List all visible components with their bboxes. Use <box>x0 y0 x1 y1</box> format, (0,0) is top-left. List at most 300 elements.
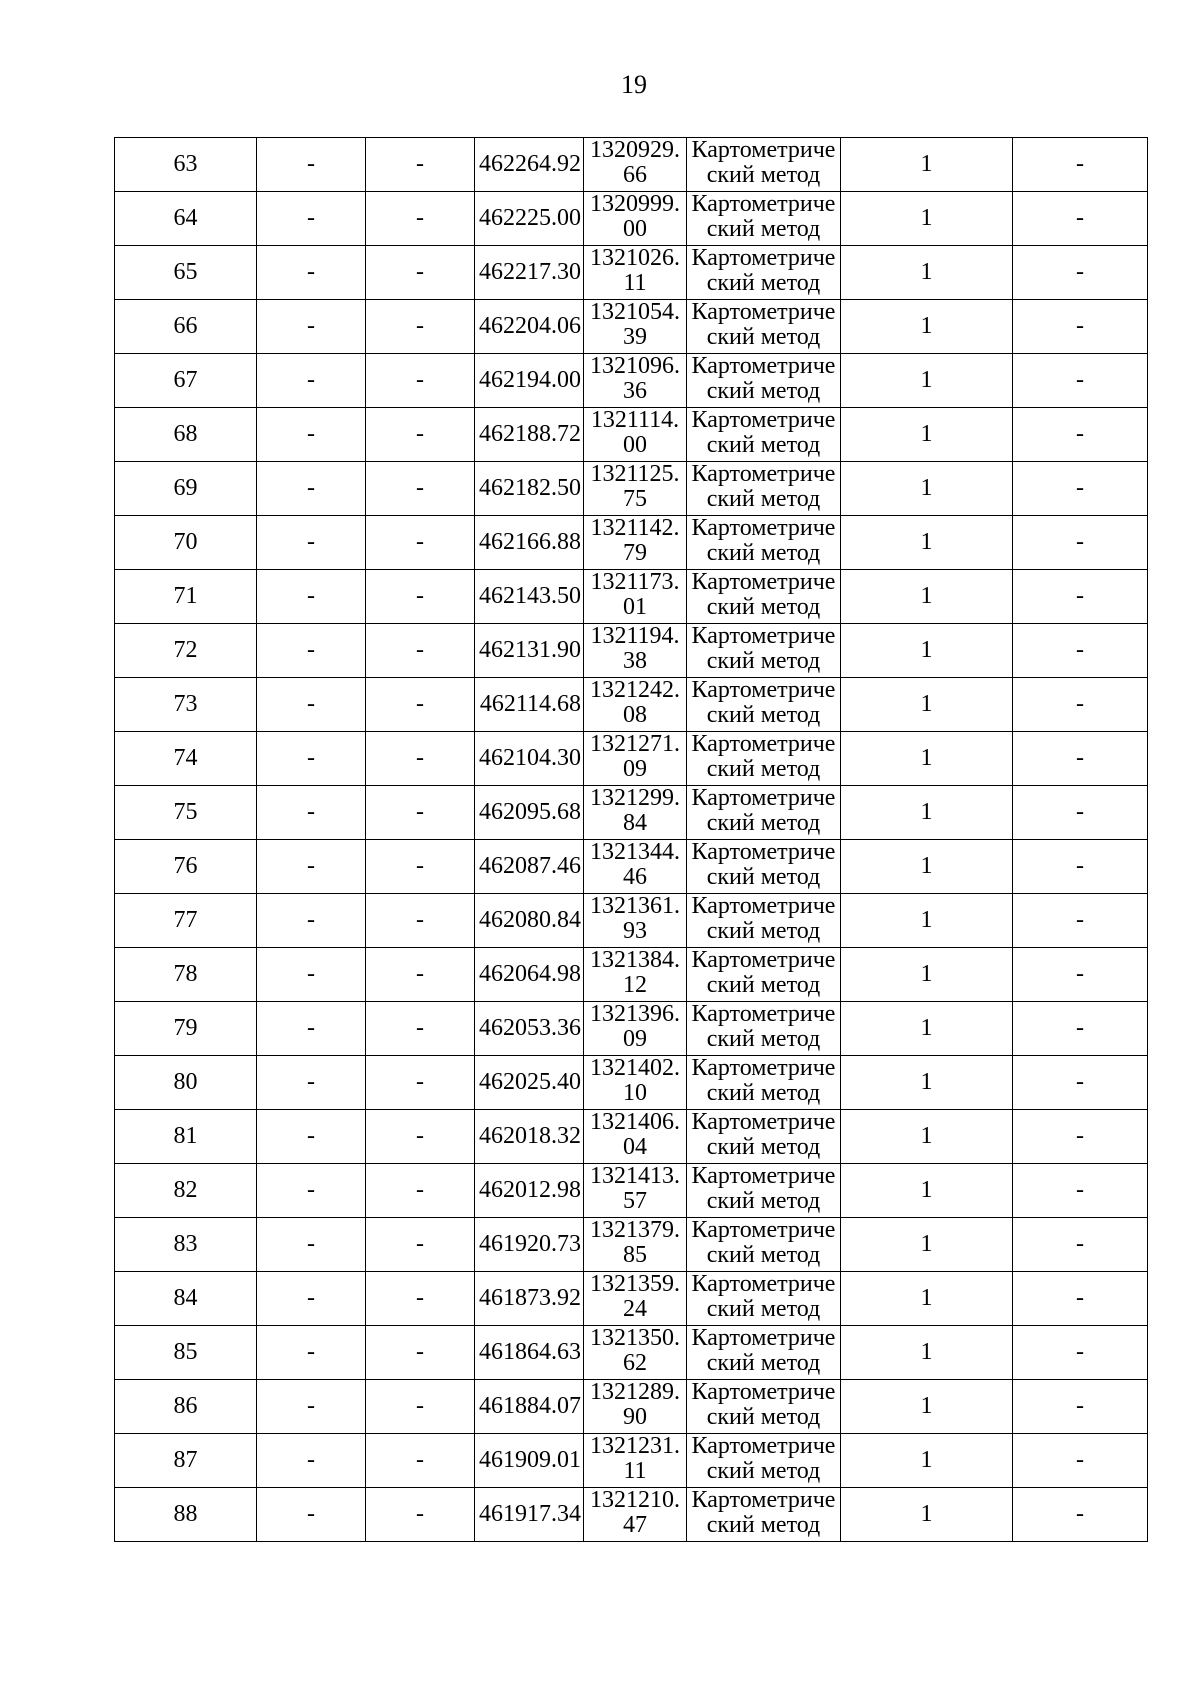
y-coordinate-cell <box>584 1488 687 1542</box>
point-number-cell: 70 <box>115 516 257 570</box>
empty-dash-cell: - <box>257 138 366 192</box>
method-cell <box>687 678 841 732</box>
y-coordinate-part2: 11 <box>623 1458 647 1484</box>
y-coordinate-part2: 00 <box>623 432 647 458</box>
empty-dash-cell: - <box>1013 408 1148 462</box>
empty-dash-cell: - <box>366 516 475 570</box>
table-row <box>115 192 1148 246</box>
method-text-part1: Картометриче <box>691 461 836 487</box>
empty-dash-cell: - <box>257 408 366 462</box>
x-coordinate-cell: 462131.90 <box>475 624 584 678</box>
method-cell <box>687 192 841 246</box>
x-coordinate-cell: 462104.30 <box>475 732 584 786</box>
method-text-part2: ский метод <box>706 378 821 404</box>
method-text-part1: Картометриче <box>691 1487 836 1513</box>
method-text-part1: Картометриче <box>691 353 836 379</box>
empty-dash-cell: - <box>366 462 475 516</box>
empty-dash-cell: - <box>366 246 475 300</box>
method-cell <box>687 1272 841 1326</box>
empty-dash-cell: - <box>366 1218 475 1272</box>
y-coordinate-part2: 36 <box>623 378 647 404</box>
y-coordinate-part1: 1321413. <box>590 1163 680 1189</box>
method-cell <box>687 624 841 678</box>
empty-dash-cell: - <box>366 732 475 786</box>
empty-dash-cell: - <box>1013 1488 1148 1542</box>
point-number-cell: 67 <box>115 354 257 408</box>
empty-dash-cell: - <box>257 300 366 354</box>
method-cell <box>687 1326 841 1380</box>
empty-dash-cell: - <box>257 1326 366 1380</box>
method-text-part1: Картометриче <box>691 407 836 433</box>
y-coordinate-part1: 1320929. <box>590 137 680 163</box>
accuracy-cell: 1 <box>841 732 1013 786</box>
x-coordinate-cell: 462225.00 <box>475 192 584 246</box>
method-text-part2: ский метод <box>706 648 821 674</box>
y-coordinate-part2: 38 <box>623 648 647 674</box>
empty-dash-cell: - <box>366 570 475 624</box>
empty-dash-cell: - <box>257 1056 366 1110</box>
y-coordinate-part1: 1321210. <box>590 1487 680 1513</box>
x-coordinate-cell: 462166.88 <box>475 516 584 570</box>
table-row <box>115 624 1148 678</box>
method-text-part2: ский метод <box>706 270 821 296</box>
table-row <box>115 1488 1148 1542</box>
y-coordinate-cell <box>584 1056 687 1110</box>
accuracy-cell: 1 <box>841 1002 1013 1056</box>
table-row <box>115 462 1148 516</box>
y-coordinate-part2: 84 <box>623 810 647 836</box>
y-coordinate-cell <box>584 1326 687 1380</box>
empty-dash-cell: - <box>257 732 366 786</box>
method-cell <box>687 1110 841 1164</box>
method-text-part2: ский метод <box>706 216 821 242</box>
accuracy-cell: 1 <box>841 1164 1013 1218</box>
x-coordinate-cell: 462018.32 <box>475 1110 584 1164</box>
y-coordinate-part1: 1321384. <box>590 947 680 973</box>
method-text-part1: Картометриче <box>691 137 836 163</box>
x-coordinate-cell: 462087.46 <box>475 840 584 894</box>
empty-dash-cell: - <box>1013 1110 1148 1164</box>
y-coordinate-cell <box>584 948 687 1002</box>
y-coordinate-part2: 57 <box>623 1188 647 1214</box>
y-coordinate-part1: 1320999. <box>590 191 680 217</box>
method-text-part2: ский метод <box>706 972 821 998</box>
method-cell <box>687 894 841 948</box>
table-row <box>115 246 1148 300</box>
table-row <box>115 894 1148 948</box>
empty-dash-cell: - <box>366 1110 475 1164</box>
y-coordinate-part1: 1321289. <box>590 1379 680 1405</box>
method-cell <box>687 1488 841 1542</box>
y-coordinate-part2: 09 <box>623 1026 647 1052</box>
y-coordinate-cell <box>584 1380 687 1434</box>
point-number-cell: 74 <box>115 732 257 786</box>
x-coordinate-cell: 461909.01 <box>475 1434 584 1488</box>
method-cell <box>687 1218 841 1272</box>
accuracy-cell: 1 <box>841 786 1013 840</box>
method-text-part1: Картометриче <box>691 515 836 541</box>
method-text-part2: ский метод <box>706 756 821 782</box>
y-coordinate-cell <box>584 408 687 462</box>
accuracy-cell: 1 <box>841 246 1013 300</box>
method-cell <box>687 786 841 840</box>
y-coordinate-cell <box>584 138 687 192</box>
accuracy-cell: 1 <box>841 1434 1013 1488</box>
accuracy-cell: 1 <box>841 516 1013 570</box>
table-row <box>115 516 1148 570</box>
method-text-part1: Картометриче <box>691 947 836 973</box>
y-coordinate-part2: 24 <box>623 1296 647 1322</box>
empty-dash-cell: - <box>257 246 366 300</box>
empty-dash-cell: - <box>1013 354 1148 408</box>
point-number-cell: 68 <box>115 408 257 462</box>
point-number-cell: 73 <box>115 678 257 732</box>
y-coordinate-part1: 1321194. <box>590 623 680 649</box>
empty-dash-cell: - <box>1013 138 1148 192</box>
y-coordinate-part2: 75 <box>623 486 647 512</box>
y-coordinate-part2: 62 <box>623 1350 647 1376</box>
empty-dash-cell: - <box>366 192 475 246</box>
table-row <box>115 1056 1148 1110</box>
empty-dash-cell: - <box>257 192 366 246</box>
accuracy-cell: 1 <box>841 1326 1013 1380</box>
table-row <box>115 570 1148 624</box>
point-number-cell: 78 <box>115 948 257 1002</box>
empty-dash-cell: - <box>366 894 475 948</box>
y-coordinate-part2: 12 <box>623 972 647 998</box>
method-text-part2: ский метод <box>706 324 821 350</box>
y-coordinate-part2: 93 <box>623 918 647 944</box>
empty-dash-cell: - <box>366 354 475 408</box>
accuracy-cell: 1 <box>841 840 1013 894</box>
method-text-part1: Картометриче <box>691 893 836 919</box>
table-row <box>115 1002 1148 1056</box>
method-text-part2: ский метод <box>706 1458 821 1484</box>
method-text-part1: Картометриче <box>691 1217 836 1243</box>
table-row <box>115 786 1148 840</box>
method-text-part1: Картометриче <box>691 785 836 811</box>
empty-dash-cell: - <box>257 948 366 1002</box>
empty-dash-cell: - <box>366 840 475 894</box>
method-cell <box>687 570 841 624</box>
y-coordinate-part1: 1321242. <box>590 677 680 703</box>
method-text-part1: Картометриче <box>691 1271 836 1297</box>
y-coordinate-cell <box>584 192 687 246</box>
y-coordinate-part1: 1321096. <box>590 353 680 379</box>
method-text-part2: ский метод <box>706 540 821 566</box>
point-number-cell: 82 <box>115 1164 257 1218</box>
method-text-part2: ский метод <box>706 1080 821 1106</box>
point-number-cell: 83 <box>115 1218 257 1272</box>
point-number-cell: 72 <box>115 624 257 678</box>
y-coordinate-part2: 47 <box>623 1512 647 1538</box>
method-cell <box>687 1380 841 1434</box>
empty-dash-cell: - <box>1013 516 1148 570</box>
method-cell <box>687 462 841 516</box>
method-cell <box>687 354 841 408</box>
empty-dash-cell: - <box>1013 1434 1148 1488</box>
accuracy-cell: 1 <box>841 1272 1013 1326</box>
y-coordinate-cell <box>584 1218 687 1272</box>
y-coordinate-part2: 04 <box>623 1134 647 1160</box>
x-coordinate-cell: 462217.30 <box>475 246 584 300</box>
empty-dash-cell: - <box>366 1434 475 1488</box>
point-number-cell: 64 <box>115 192 257 246</box>
accuracy-cell: 1 <box>841 462 1013 516</box>
method-text-part2: ский метод <box>706 864 821 890</box>
method-text-part1: Картометриче <box>691 1163 836 1189</box>
table-row <box>115 1434 1148 1488</box>
empty-dash-cell: - <box>366 300 475 354</box>
x-coordinate-cell: 462053.36 <box>475 1002 584 1056</box>
accuracy-cell: 1 <box>841 1110 1013 1164</box>
method-text-part2: ский метод <box>706 162 821 188</box>
y-coordinate-cell <box>584 678 687 732</box>
empty-dash-cell: - <box>257 354 366 408</box>
empty-dash-cell: - <box>257 516 366 570</box>
method-text-part2: ский метод <box>706 1296 821 1322</box>
accuracy-cell: 1 <box>841 570 1013 624</box>
empty-dash-cell: - <box>1013 1272 1148 1326</box>
y-coordinate-cell <box>584 462 687 516</box>
empty-dash-cell: - <box>1013 1002 1148 1056</box>
empty-dash-cell: - <box>1013 570 1148 624</box>
empty-dash-cell: - <box>1013 732 1148 786</box>
empty-dash-cell: - <box>1013 246 1148 300</box>
method-text-part1: Картометриче <box>691 1109 836 1135</box>
point-number-cell: 85 <box>115 1326 257 1380</box>
y-coordinate-part2: 00 <box>623 216 647 242</box>
method-text-part2: ский метод <box>706 1134 821 1160</box>
table-row <box>115 1326 1148 1380</box>
method-text-part1: Картометриче <box>691 1325 836 1351</box>
point-number-cell: 77 <box>115 894 257 948</box>
point-number-cell: 81 <box>115 1110 257 1164</box>
empty-dash-cell: - <box>1013 192 1148 246</box>
table-row <box>115 678 1148 732</box>
x-coordinate-cell: 462188.72 <box>475 408 584 462</box>
empty-dash-cell: - <box>366 1164 475 1218</box>
method-text-part1: Картометриче <box>691 569 836 595</box>
method-cell <box>687 300 841 354</box>
accuracy-cell: 1 <box>841 138 1013 192</box>
y-coordinate-part1: 1321026. <box>590 245 680 271</box>
table-row <box>115 1164 1148 1218</box>
empty-dash-cell: - <box>257 1488 366 1542</box>
y-coordinate-part1: 1321402. <box>590 1055 680 1081</box>
method-text-part1: Картометриче <box>691 839 836 865</box>
method-text-part1: Картометриче <box>691 677 836 703</box>
y-coordinate-part1: 1321350. <box>590 1325 680 1351</box>
y-coordinate-cell <box>584 786 687 840</box>
method-text-part2: ский метод <box>706 918 821 944</box>
empty-dash-cell: - <box>366 1272 475 1326</box>
empty-dash-cell: - <box>1013 624 1148 678</box>
accuracy-cell: 1 <box>841 1056 1013 1110</box>
method-text-part2: ский метод <box>706 810 821 836</box>
y-coordinate-part2: 46 <box>623 864 647 890</box>
y-coordinate-cell <box>584 354 687 408</box>
point-number-cell: 69 <box>115 462 257 516</box>
y-coordinate-part1: 1321173. <box>590 569 680 595</box>
method-text-part1: Картометриче <box>691 731 836 757</box>
empty-dash-cell: - <box>257 1002 366 1056</box>
empty-dash-cell: - <box>257 570 366 624</box>
method-text-part1: Картометриче <box>691 191 836 217</box>
empty-dash-cell: - <box>257 678 366 732</box>
point-number-cell: 63 <box>115 138 257 192</box>
x-coordinate-cell: 462204.06 <box>475 300 584 354</box>
method-text-part1: Картометриче <box>691 1433 836 1459</box>
x-coordinate-cell: 462194.00 <box>475 354 584 408</box>
point-number-cell: 86 <box>115 1380 257 1434</box>
y-coordinate-part1: 1321231. <box>590 1433 680 1459</box>
empty-dash-cell: - <box>366 624 475 678</box>
empty-dash-cell: - <box>1013 1326 1148 1380</box>
empty-dash-cell: - <box>257 1218 366 1272</box>
empty-dash-cell: - <box>257 894 366 948</box>
empty-dash-cell: - <box>1013 840 1148 894</box>
accuracy-cell: 1 <box>841 354 1013 408</box>
method-text-part1: Картометриче <box>691 1001 836 1027</box>
point-number-cell: 75 <box>115 786 257 840</box>
empty-dash-cell: - <box>257 1380 366 1434</box>
empty-dash-cell: - <box>366 948 475 1002</box>
method-cell <box>687 1164 841 1218</box>
y-coordinate-cell <box>584 300 687 354</box>
method-text-part1: Картометриче <box>691 299 836 325</box>
table-row <box>115 1218 1148 1272</box>
table-row <box>115 300 1148 354</box>
empty-dash-cell: - <box>257 1110 366 1164</box>
method-text-part2: ский метод <box>706 702 821 728</box>
y-coordinate-part1: 1321271. <box>590 731 680 757</box>
y-coordinate-part1: 1321359. <box>590 1271 680 1297</box>
table-row <box>115 948 1148 1002</box>
point-number-cell: 88 <box>115 1488 257 1542</box>
method-text-part1: Картометриче <box>691 245 836 271</box>
y-coordinate-cell <box>584 570 687 624</box>
point-number-cell: 87 <box>115 1434 257 1488</box>
x-coordinate-cell: 461864.63 <box>475 1326 584 1380</box>
y-coordinate-cell <box>584 732 687 786</box>
method-text-part2: ский метод <box>706 486 821 512</box>
table-row <box>115 1272 1148 1326</box>
empty-dash-cell: - <box>1013 1380 1148 1434</box>
accuracy-cell: 1 <box>841 300 1013 354</box>
empty-dash-cell: - <box>1013 786 1148 840</box>
y-coordinate-part1: 1321379. <box>590 1217 680 1243</box>
empty-dash-cell: - <box>1013 462 1148 516</box>
method-cell <box>687 138 841 192</box>
empty-dash-cell: - <box>1013 1218 1148 1272</box>
point-number-cell: 80 <box>115 1056 257 1110</box>
empty-dash-cell: - <box>257 624 366 678</box>
y-coordinate-cell <box>584 1434 687 1488</box>
method-cell <box>687 1434 841 1488</box>
y-coordinate-part1: 1321361. <box>590 893 680 919</box>
accuracy-cell: 1 <box>841 1218 1013 1272</box>
method-cell <box>687 1002 841 1056</box>
empty-dash-cell: - <box>1013 948 1148 1002</box>
method-cell <box>687 1056 841 1110</box>
y-coordinate-part2: 01 <box>623 594 647 620</box>
empty-dash-cell: - <box>1013 894 1148 948</box>
accuracy-cell: 1 <box>841 624 1013 678</box>
coordinates-table <box>114 137 1148 1542</box>
accuracy-cell: 1 <box>841 408 1013 462</box>
y-coordinate-part2: 90 <box>623 1404 647 1430</box>
method-cell <box>687 516 841 570</box>
x-coordinate-cell: 462064.98 <box>475 948 584 1002</box>
x-coordinate-cell: 462080.84 <box>475 894 584 948</box>
y-coordinate-part2: 09 <box>623 756 647 782</box>
method-text-part1: Картометриче <box>691 1379 836 1405</box>
method-text-part2: ский метод <box>706 1350 821 1376</box>
accuracy-cell: 1 <box>841 1380 1013 1434</box>
table-row <box>115 1380 1148 1434</box>
empty-dash-cell: - <box>257 786 366 840</box>
accuracy-cell: 1 <box>841 948 1013 1002</box>
y-coordinate-cell <box>584 840 687 894</box>
empty-dash-cell: - <box>257 1164 366 1218</box>
empty-dash-cell: - <box>366 678 475 732</box>
method-text-part2: ский метод <box>706 1026 821 1052</box>
x-coordinate-cell: 461884.07 <box>475 1380 584 1434</box>
empty-dash-cell: - <box>366 1380 475 1434</box>
x-coordinate-cell: 461917.34 <box>475 1488 584 1542</box>
x-coordinate-cell: 462182.50 <box>475 462 584 516</box>
y-coordinate-part2: 85 <box>623 1242 647 1268</box>
empty-dash-cell: - <box>257 1272 366 1326</box>
method-cell <box>687 408 841 462</box>
y-coordinate-cell <box>584 1272 687 1326</box>
y-coordinate-part1: 1321125. <box>590 461 680 487</box>
x-coordinate-cell: 462114.68 <box>475 678 584 732</box>
empty-dash-cell: - <box>1013 678 1148 732</box>
empty-dash-cell: - <box>1013 1056 1148 1110</box>
y-coordinate-part2: 11 <box>623 270 647 296</box>
accuracy-cell: 1 <box>841 192 1013 246</box>
x-coordinate-cell: 462095.68 <box>475 786 584 840</box>
empty-dash-cell: - <box>1013 1164 1148 1218</box>
page-number: 19 <box>621 70 647 99</box>
accuracy-cell: 1 <box>841 1488 1013 1542</box>
empty-dash-cell: - <box>1013 300 1148 354</box>
empty-dash-cell: - <box>366 1002 475 1056</box>
empty-dash-cell: - <box>366 1326 475 1380</box>
y-coordinate-cell <box>584 1110 687 1164</box>
y-coordinate-part1: 1321396. <box>590 1001 680 1027</box>
y-coordinate-cell <box>584 894 687 948</box>
y-coordinate-part2: 39 <box>623 324 647 350</box>
empty-dash-cell: - <box>257 1434 366 1488</box>
y-coordinate-part1: 1321142. <box>590 515 680 541</box>
y-coordinate-cell <box>584 624 687 678</box>
method-text-part1: Картометриче <box>691 623 836 649</box>
method-cell <box>687 246 841 300</box>
point-number-cell: 71 <box>115 570 257 624</box>
table-row <box>115 732 1148 786</box>
method-text-part2: ский метод <box>706 1188 821 1214</box>
x-coordinate-cell: 461873.92 <box>475 1272 584 1326</box>
y-coordinate-cell <box>584 1164 687 1218</box>
method-text-part2: ский метод <box>706 594 821 620</box>
y-coordinate-part1: 1321299. <box>590 785 680 811</box>
y-coordinate-cell <box>584 516 687 570</box>
point-number-cell: 84 <box>115 1272 257 1326</box>
point-number-cell: 66 <box>115 300 257 354</box>
